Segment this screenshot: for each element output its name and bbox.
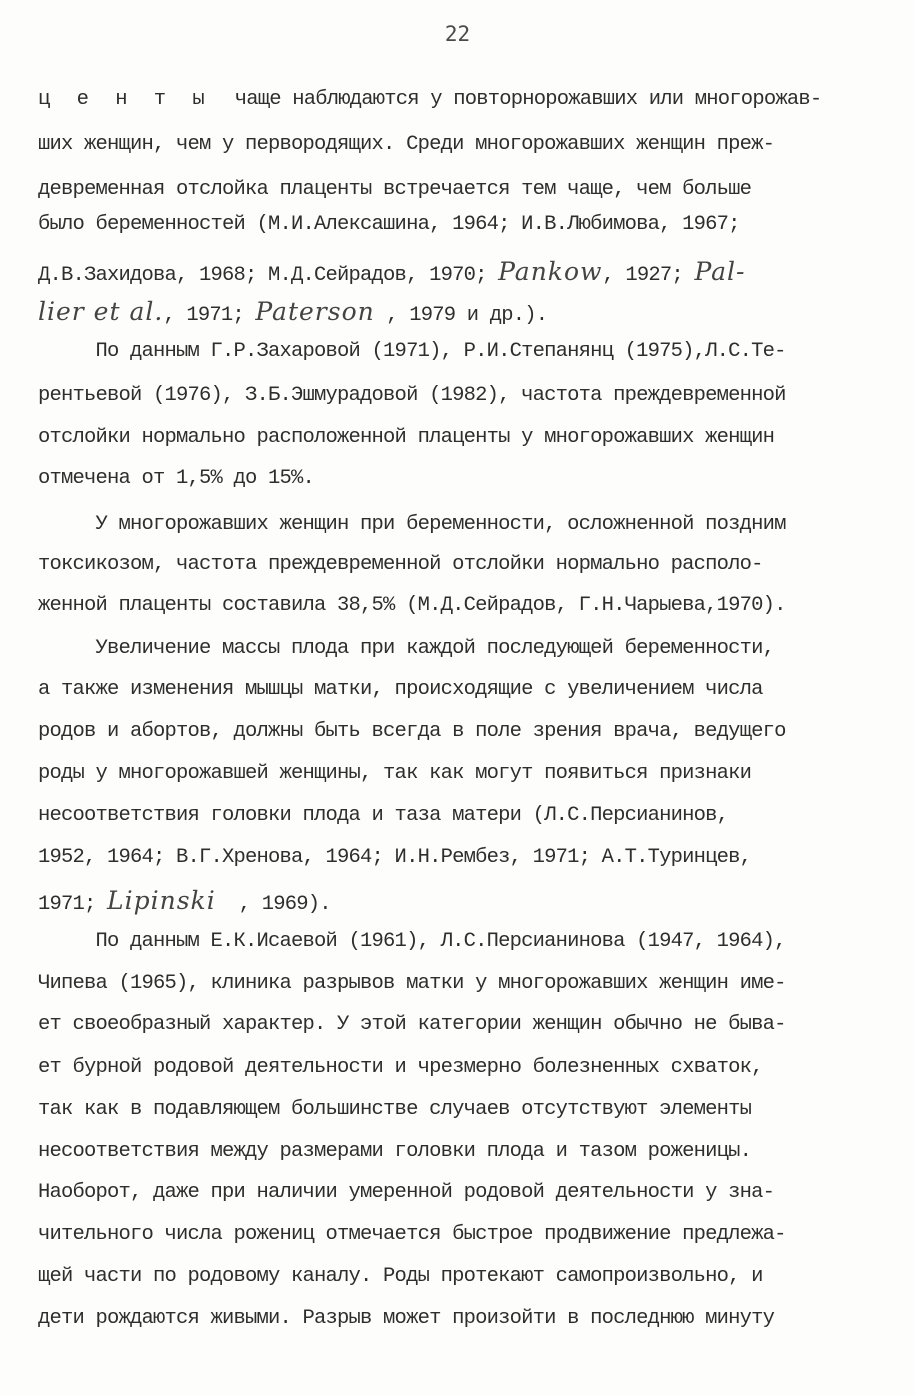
text-line: 1952, 1964; В.Г.Хренова, 1964; И.Н.Рембез, 1971; А.Т.Туринцев, (38, 846, 752, 869)
text-line: По данным Г.Р.Захаровой (1971), Р.И.Степанянц (1975),Л.С.Те- (38, 340, 786, 363)
text-line: рентьевой (1976), З.Б.Эшмурадовой (1982), частота преждевременной (38, 384, 786, 407)
text-line: несоответствия головки плода и таза матери (Л.С.Персианинов, (38, 804, 729, 827)
text-line: роды у многорожавшей женщины, так как могут появиться признаки (38, 762, 752, 785)
text-line: ет бурной родовой деятельности и чрезмерно болезненных схваток, (38, 1056, 763, 1079)
text-line: ших женщин, чем у первородящих. Среди многорожавших женщин преж- (38, 133, 775, 156)
text-line: дети рождаются живыми. Разрыв может произойти в последнюю минуту (38, 1307, 775, 1330)
text-line: отмечена от 1,5% до 15%. (38, 467, 315, 490)
handwritten-citation: Lipinski (107, 886, 216, 915)
text-line: Увеличение массы плода при каждой последующей беременности, (38, 637, 775, 660)
text-line: чительного числа рожениц отмечается быстрое продвижение предлежа- (38, 1223, 786, 1246)
text-line: ет своеобразный характер. У этой категории женщин обычно не быва- (38, 1013, 786, 1036)
text-line: родов и абортов, должны быть всегда в поле зрения врача, ведущего (38, 720, 786, 743)
text-line: ц е н т ы чаще наблюдаются у повторнорожавших или многорожав- (38, 88, 822, 111)
text-line: отслойки нормально расположенной плаценты у многорожавших женщин (38, 426, 775, 449)
text-line: Д.В.Захидова, 1968; М.Д.Сейрадов, 1970; Pankow, 1927; Pal- (38, 257, 746, 287)
handwritten-citation: Pankow (498, 257, 603, 286)
text-line: несоответствия между размерами головки плода и тазом роженицы. (38, 1140, 752, 1163)
text-line: У многорожавших женщин при беременности, осложненной поздним (38, 513, 786, 536)
text-line: 1971; Lipinski , 1969). (38, 886, 331, 916)
text-line: По данным Е.К.Исаевой (1961), Л.С.Персианинова (1947, 1964), (38, 930, 786, 953)
text-line: токсикозом, частота преждевременной отслойки нормально располо- (38, 553, 763, 576)
handwritten-citation: Paterson (255, 297, 375, 326)
text-line: lier et al., 1971; Paterson , 1979 и др.). (38, 297, 548, 327)
text-line: Чипева (1965), клиника разрывов матки у многорожавших женщин име- (38, 972, 786, 995)
page-number: 22 (444, 22, 471, 46)
handwritten-citation: Pal- (694, 257, 746, 286)
text-line: а также изменения мышцы матки, происходящие с увеличением числа (38, 678, 763, 701)
text-line: так как в подавляющем большинстве случаев отсутствуют элементы (38, 1098, 752, 1121)
text-line: Наоборот, даже при наличии умеренной родовой деятельности у зна- (38, 1181, 775, 1204)
handwritten-citation: lier et al. (38, 297, 164, 326)
text-line: женной плаценты составила 38,5% (М.Д.Сейрадов, Г.Н.Чарыева,1970). (38, 594, 786, 617)
text-line: было беременностей (М.И.Алексашина, 1964; И.В.Любимова, 1967; (38, 213, 740, 236)
text-line: щей части по родовому каналу. Роды протекают самопроизвольно, и (38, 1265, 763, 1288)
text-line: девременная отслойка плаценты встречается тем чаще, чем больше (38, 178, 752, 201)
